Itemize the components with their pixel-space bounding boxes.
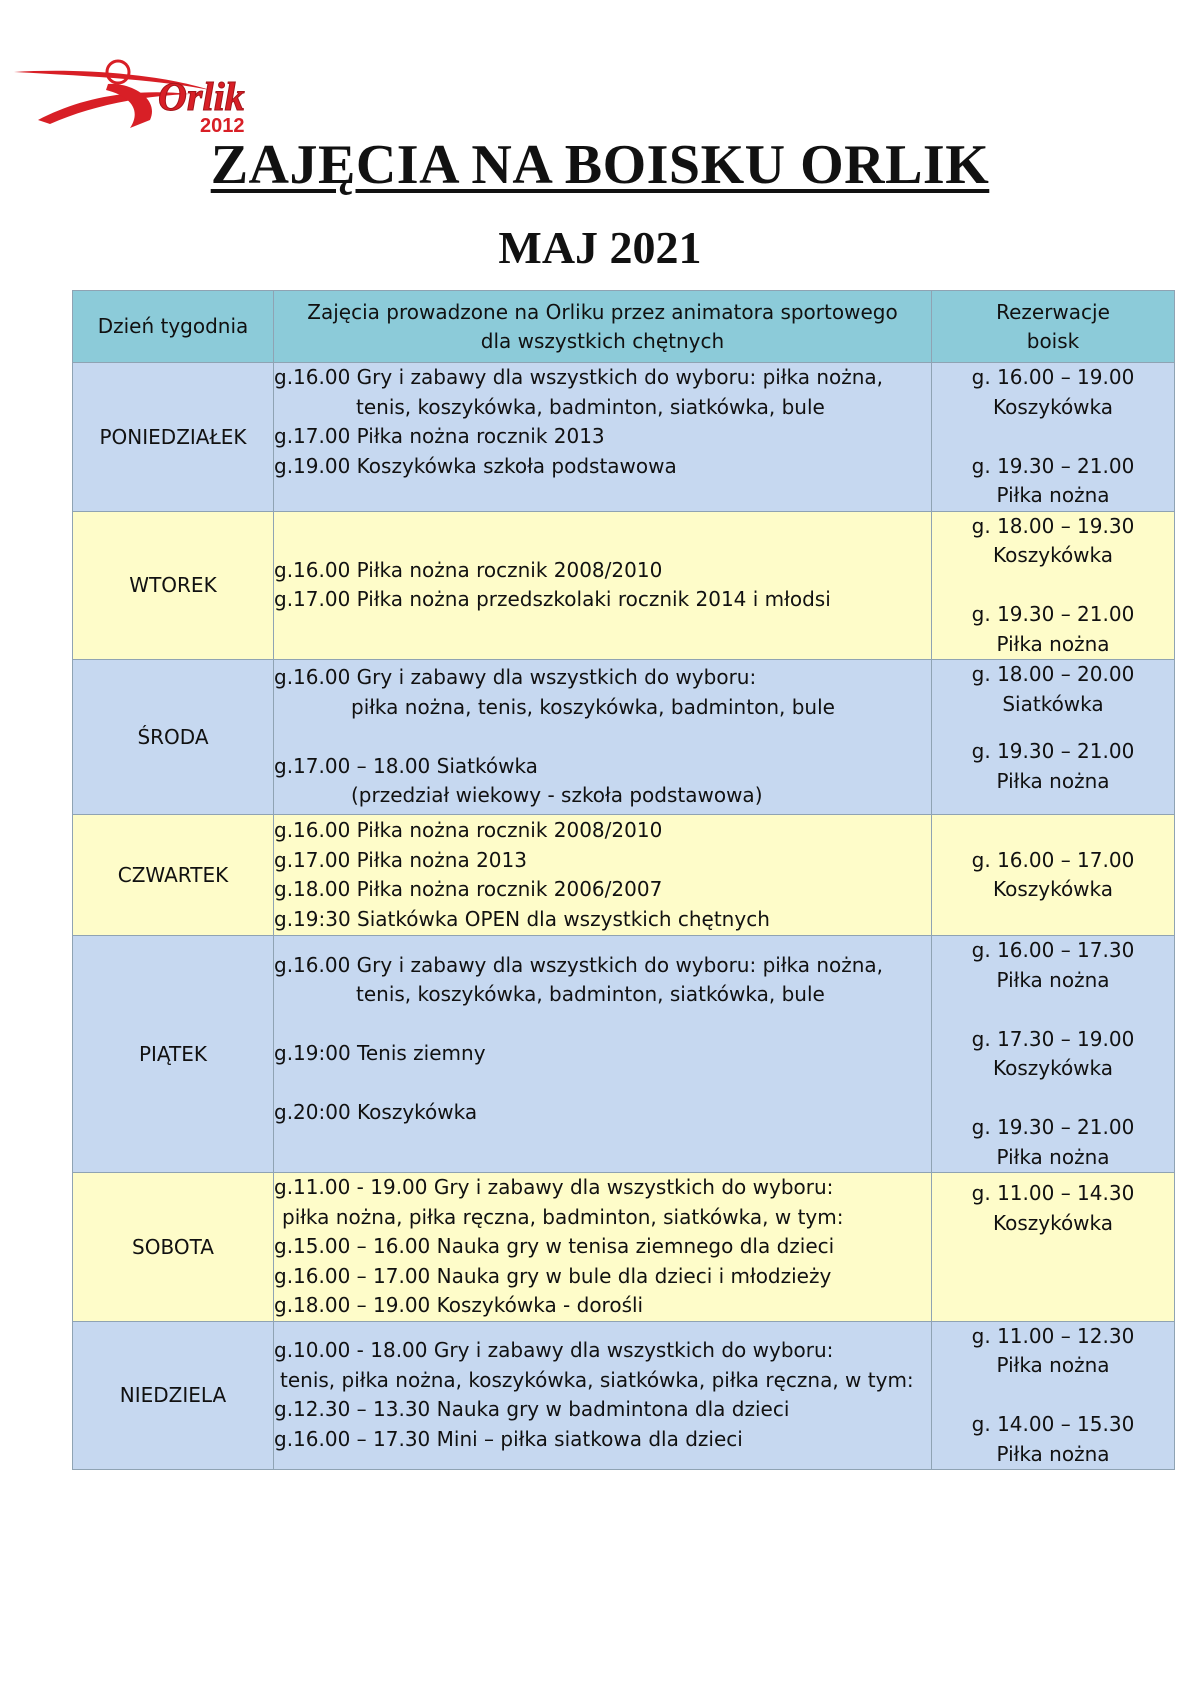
reservations-cell: g. 16.00 – 17.00 Koszykówka [932,815,1175,936]
header-day: Dzień tygodnia [73,291,274,363]
page-subtitle: MAJ 2021 [498,222,702,273]
activities-cell: g.11.00 - 19.00 Gry i zabawy dla wszystkich do wyboru: piłka nożna, piłka ręczna, badminton, siatkówka, w tym: g.15.00 – 16.00 Nauka gry w tenisa ziemnego dla dzieci g.16.00 – 17.00 Nauka gry w bule dla dzieci i młodzieży g.18.00 – 19.00 Koszykówka - dorośli [274,1173,932,1322]
day-cell: ŚRODA [73,660,274,815]
activities-cell: g.16.00 Gry i zabawy dla wszystkich do wyboru: piłka nożna, tenis, koszykówka, badminton, bule g.17.00 – 18.00 Siatkówka (przedział wiekowy - szkoła podstawowa) [274,660,932,815]
activities-cell: g.16.00 Piłka nożna rocznik 2008/2010 g.17.00 Piłka nożna 2013 g.18.00 Piłka nożna rocznik 2006/2007 g.19:30 Siatkówka OPEN dla wszystkich chętnych [274,815,932,936]
logo-wordmark: Orlik [158,74,245,119]
table-row [73,815,1175,936]
page-title: ZAJĘCIA NA BOISKU ORLIK [210,134,990,196]
day-cell: WTOREK [73,511,274,660]
reservations-cell: g. 11.00 – 12.30 Piłka nożna g. 14.00 – 15.30 Piłka nożna [932,1321,1175,1470]
day-cell: SOBOTA [73,1173,274,1322]
logo-head [107,61,129,83]
orlik-2012-logo [10,58,330,138]
header-reservations: Rezerwacje boisk [932,291,1175,363]
activities-cell: g.16.00 Piłka nożna rocznik 2008/2010 g.17.00 Piłka nożna przedszkolaki rocznik 2014 i młodsi [274,511,932,660]
reservations-cell: g. 16.00 – 19.00 Koszykówka g. 19.30 – 21.00 Piłka nożna [932,363,1175,512]
activities-cell: g.10.00 - 18.00 Gry i zabawy dla wszystkich do wyboru: tenis, piłka nożna, koszykówka, siatkówka, piłka ręczna, w tym: g.12.30 – 13.30 Nauka gry w badmintona dla dzieci g.16.00 – 17.30 Mini – piłka siatkowa dla dzieci [274,1321,932,1470]
reservations-cell: g. 18.00 – 19.30 Koszykówka g. 19.30 – 21.00 Piłka nożna [932,511,1175,660]
logo-figure [106,84,152,128]
header-activities: Zajęcia prowadzone na Orliku przez animatora sportowego dla wszystkich chętnych [274,291,932,363]
day-cell: PIĄTEK [73,936,274,1173]
day-cell: CZWARTEK [73,815,274,936]
schedule-table [72,290,1175,1470]
activities-cell: g.16.00 Gry i zabawy dla wszystkich do wyboru: piłka nożna, tenis, koszykówka, badminton, siatkówka, bule g.17.00 Piłka nożna rocznik 2013 g.19.00 Koszykówka szkoła podstawowa [274,363,932,512]
activities-cell: g.16.00 Gry i zabawy dla wszystkich do wyboru: piłka nożna, tenis, koszykówka, badminton, siatkówka, bule g.19:00 Tenis ziemny g.20:00 Koszykówka [274,936,932,1173]
table-row [73,660,1175,815]
reservations-cell: g. 18.00 – 20.00 Siatkówka g. 19.30 – 21.00 Piłka nożna [932,660,1175,815]
reservations-cell: g. 16.00 – 17.30 Piłka nożna g. 17.30 – 19.00 Koszykówka g. 19.30 – 21.00 Piłka nożna [932,936,1175,1173]
table-header-row [73,291,1175,363]
table-row [73,1173,1175,1322]
table-row [73,936,1175,1173]
reservations-cell: g. 11.00 – 14.30 Koszykówka [932,1173,1175,1322]
logo-year: 2012 [200,115,245,137]
table-row [73,1321,1175,1470]
table-row [73,363,1175,512]
day-cell: NIEDZIELA [73,1321,274,1470]
day-cell: PONIEDZIAŁEK [73,363,274,512]
table-row [73,511,1175,660]
